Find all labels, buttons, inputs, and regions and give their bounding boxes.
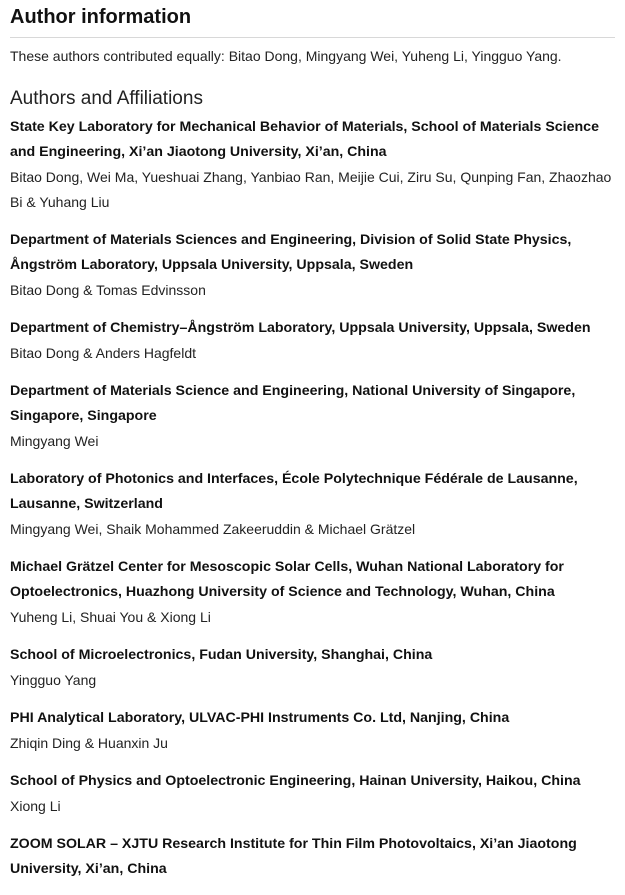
affiliation-item bbox=[10, 316, 615, 366]
affiliation-item bbox=[10, 555, 615, 630]
affiliation-authors: Zhiqin Ding & Huanxin Ju bbox=[10, 735, 168, 751]
affiliation-item bbox=[10, 467, 615, 542]
affiliation-item bbox=[10, 379, 615, 454]
affiliation-authors: Mingyang Wei bbox=[10, 433, 99, 449]
affiliation-item bbox=[10, 832, 615, 882]
affiliation-item bbox=[10, 228, 615, 303]
affiliation-authors: Bitao Dong, Wei Ma, Yueshuai Zhang, Yanbiao Ran, Meijie Cui, Ziru Su, Qunping Fan, Zhaozhao Bi & Yuhang Liu bbox=[10, 169, 612, 210]
affiliation-name: Department of Materials Science and Engineering, National University of Singapore, Singapore, Singapore bbox=[10, 383, 576, 424]
section-heading: Author information bbox=[10, 4, 615, 38]
affiliation-authors: Bitao Dong & Anders Hagfeldt bbox=[10, 345, 197, 361]
affiliation-name: Michael Grätzel Center for Mesoscopic Solar Cells, Wuhan National Laboratory for Optoelectronics, Huazhong University of Science and Technology, Wuhan, China bbox=[10, 559, 564, 600]
affiliation-item bbox=[10, 115, 615, 215]
affiliations-list bbox=[10, 115, 615, 882]
affiliation-name: PHI Analytical Laboratory, ULVAC-PHI Instruments Co. Ltd, Nanjing, China bbox=[10, 710, 510, 726]
affiliation-item bbox=[10, 769, 615, 819]
affiliation-item bbox=[10, 706, 615, 756]
affiliation-item bbox=[10, 643, 615, 693]
affiliation-name: Laboratory of Photonics and Interfaces, École Polytechnique Fédérale de Lausanne, Lausanne, Switzerland bbox=[10, 471, 578, 512]
affiliation-authors: Bitao Dong & Tomas Edvinsson bbox=[10, 282, 206, 298]
affiliation-authors: Mingyang Wei, Shaik Mohammed Zakeeruddin & Michael Grätzel bbox=[10, 521, 416, 537]
affiliation-authors: Yingguo Yang bbox=[10, 672, 97, 688]
affiliation-name: ZOOM SOLAR – XJTU Research Institute for Thin Film Photovoltaics, Xi’an Jiaotong University, Xi’an, China bbox=[10, 836, 577, 877]
affiliation-name: School of Physics and Optoelectronic Engineering, Hainan University, Haikou, China bbox=[10, 773, 581, 789]
affiliation-authors: Yuheng Li, Shuai You & Xiong Li bbox=[10, 609, 211, 625]
affiliation-name: School of Microelectronics, Fudan University, Shanghai, China bbox=[10, 647, 433, 663]
affiliation-name: Department of Chemistry–Ångström Laboratory, Uppsala University, Uppsala, Sweden bbox=[10, 320, 591, 336]
author-information-page bbox=[10, 0, 615, 895]
affiliation-name: State Key Laboratory for Mechanical Behavior of Materials, School of Materials Science and Engineering, Xi’an Jiaotong University, Xi’an, China bbox=[10, 119, 599, 160]
affiliation-authors: Xiong Li bbox=[10, 798, 61, 814]
equal-contribution-note: These authors contributed equally: Bitao Dong, Mingyang Wei, Yuheng Li, Yingguo Yang. bbox=[10, 48, 562, 64]
affiliations-heading: Authors and Affiliations bbox=[10, 88, 203, 109]
affiliation-name: Department of Materials Sciences and Engineering, Division of Solid State Physics, Ångström Laboratory, Uppsala University, Uppsala, Sweden bbox=[10, 232, 572, 273]
